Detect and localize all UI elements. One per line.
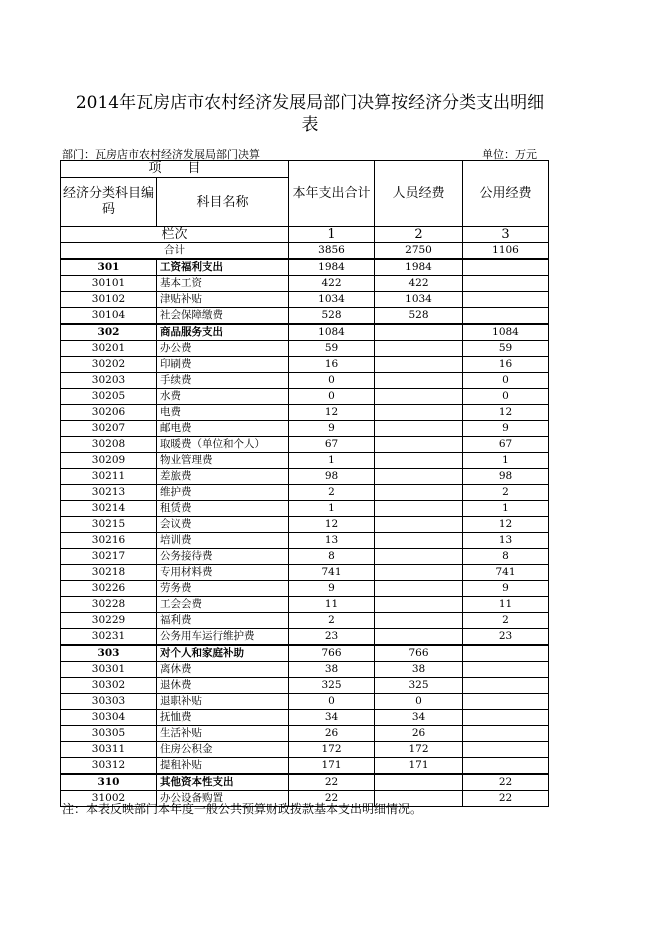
table-row [61,726,549,742]
row-name: 劳务费 [157,581,289,597]
header-name: 科目名称 [157,178,289,227]
row-public: 2 [463,485,549,501]
row-name: 退休费 [157,678,289,694]
header-col-index: 栏次 [61,227,289,243]
row-code: 30312 [61,758,157,775]
row-total: 1084 [289,324,375,341]
row-name: 租赁费 [157,501,289,517]
row-name: 离休费 [157,662,289,678]
row-personnel [375,501,463,517]
row-total: 98 [289,469,375,485]
row-public: 23 [463,629,549,646]
row-public: 12 [463,517,549,533]
row-personnel [375,469,463,485]
row-personnel [375,324,463,341]
row-public [463,758,549,775]
row-name: 其他资本性支出 [157,774,289,791]
row-total: 67 [289,437,375,453]
table-row [61,517,549,533]
row-personnel: 34 [375,710,463,726]
row-code: 30203 [61,373,157,389]
row-public: 13 [463,533,549,549]
row-public [463,276,549,292]
row-total: 23 [289,629,375,646]
row-personnel [375,613,463,629]
table-row [61,341,549,357]
row-name: 津贴补贴 [157,292,289,308]
total-label: 合计 [61,243,289,260]
row-name: 工会会费 [157,597,289,613]
row-code: 30201 [61,341,157,357]
table-row [61,405,549,421]
row-personnel: 0 [375,694,463,710]
row-code: 30218 [61,565,157,581]
row-name: 培训费 [157,533,289,549]
row-public: 22 [463,774,549,791]
table-row [61,774,549,791]
table-row [61,613,549,629]
row-public: 67 [463,437,549,453]
row-personnel [375,405,463,421]
row-name: 办公设备购置 [157,791,289,807]
table-row [61,645,549,662]
row-personnel [375,581,463,597]
row-name: 办公费 [157,341,289,357]
row-public [463,259,549,276]
row-code: 30229 [61,613,157,629]
row-personnel: 1984 [375,259,463,276]
header-item: 项 目 [61,161,289,178]
row-personnel [375,453,463,469]
row-personnel: 528 [375,308,463,325]
row-public: 59 [463,341,549,357]
row-code: 30104 [61,308,157,325]
row-total: 0 [289,389,375,405]
row-total: 11 [289,597,375,613]
row-code: 30206 [61,405,157,421]
row-code: 30213 [61,485,157,501]
row-code: 30209 [61,453,157,469]
total-public: 1106 [463,243,549,260]
row-name: 取暖费（单位和个人） [157,437,289,453]
row-name: 电费 [157,405,289,421]
row-personnel [375,629,463,646]
row-name: 会议费 [157,517,289,533]
row-personnel [375,549,463,565]
row-public: 12 [463,405,549,421]
table-row [61,565,549,581]
row-personnel [375,341,463,357]
header-code-label: 经济分类科目编码 [62,186,154,217]
row-code: 30102 [61,292,157,308]
row-code: 30217 [61,549,157,565]
table-row [61,581,549,597]
row-code: 30303 [61,694,157,710]
table-row [61,694,549,710]
header-public: 公用经费 [463,161,549,227]
row-personnel: 1034 [375,292,463,308]
row-personnel: 171 [375,758,463,775]
row-total: 422 [289,276,375,292]
row-public: 0 [463,373,549,389]
row-total: 12 [289,405,375,421]
row-code: 310 [61,774,157,791]
row-public [463,645,549,662]
row-name: 社会保障缴费 [157,308,289,325]
row-personnel [375,437,463,453]
row-name: 印刷费 [157,357,289,373]
row-public [463,662,549,678]
row-code: 30214 [61,501,157,517]
row-public [463,694,549,710]
table-row [61,629,549,646]
header-index-1: 1 [289,227,375,243]
row-name: 专用材料费 [157,565,289,581]
row-name: 工资福利支出 [157,259,289,276]
row-total: 0 [289,373,375,389]
row-code: 30207 [61,421,157,437]
header-code [61,178,157,227]
table-row [61,389,549,405]
row-name: 物业管理费 [157,453,289,469]
row-public: 1084 [463,324,549,341]
row-name: 手续费 [157,373,289,389]
row-name: 差旅费 [157,469,289,485]
row-public: 9 [463,581,549,597]
department-label: 部门：瓦房店市农村经济发展局部门决算 [62,148,260,161]
table-row [61,501,549,517]
row-total: 13 [289,533,375,549]
row-code: 31002 [61,791,157,807]
row-code: 30215 [61,517,157,533]
row-code: 30228 [61,597,157,613]
row-personnel [375,389,463,405]
table-row [61,533,549,549]
row-personnel: 38 [375,662,463,678]
table-row [61,357,549,373]
row-personnel: 172 [375,742,463,758]
row-code: 30216 [61,533,157,549]
row-total: 9 [289,581,375,597]
header-personnel: 人员经费 [375,161,463,227]
row-code: 30205 [61,389,157,405]
row-personnel: 325 [375,678,463,694]
row-name: 公务接待费 [157,549,289,565]
table-row [61,259,549,276]
row-public: 11 [463,597,549,613]
row-public: 8 [463,549,549,565]
row-code: 30101 [61,276,157,292]
table-row [61,453,549,469]
row-code: 303 [61,645,157,662]
row-total: 8 [289,549,375,565]
table-row [61,308,549,325]
row-name: 退职补贴 [157,694,289,710]
row-code: 30302 [61,678,157,694]
row-public: 22 [463,791,549,807]
table-row [61,710,549,726]
row-name: 水费 [157,389,289,405]
row-personnel [375,533,463,549]
row-total: 34 [289,710,375,726]
row-public: 9 [463,421,549,437]
header-index-3: 3 [463,227,549,243]
row-personnel [375,565,463,581]
row-personnel [375,373,463,389]
row-total: 1034 [289,292,375,308]
row-total: 12 [289,517,375,533]
row-code: 301 [61,259,157,276]
row-personnel [375,357,463,373]
row-public [463,308,549,325]
row-personnel: 422 [375,276,463,292]
row-public: 98 [463,469,549,485]
row-code: 30304 [61,710,157,726]
row-total: 2 [289,485,375,501]
row-name: 维护费 [157,485,289,501]
row-personnel [375,421,463,437]
table-row [61,742,549,758]
row-name: 公务用车运行维护费 [157,629,289,646]
table-row [61,437,549,453]
row-name: 商品服务支出 [157,324,289,341]
row-public: 0 [463,389,549,405]
row-total: 741 [289,565,375,581]
row-public: 16 [463,357,549,373]
row-total: 528 [289,308,375,325]
table-row [61,597,549,613]
row-total: 171 [289,758,375,775]
row-total: 38 [289,662,375,678]
table-row [61,485,549,501]
row-public: 741 [463,565,549,581]
row-personnel [375,597,463,613]
total-personnel: 2750 [375,243,463,260]
table-row [61,292,549,308]
row-code: 30311 [61,742,157,758]
expenditure-table [60,160,549,807]
row-name: 抚恤费 [157,710,289,726]
table-row [61,421,549,437]
page-title-continuation: 表 [301,115,319,135]
page-title: 2014年瓦房店市农村经济发展局部门决算按经济分类支出明细 [75,93,545,113]
unit-label: 单位：万元 [482,148,537,161]
row-code: 30211 [61,469,157,485]
row-public [463,742,549,758]
row-total: 16 [289,357,375,373]
header-total: 本年支出合计 [289,161,375,227]
row-total: 1 [289,453,375,469]
row-code: 30202 [61,357,157,373]
row-public: 1 [463,501,549,517]
row-code: 30301 [61,662,157,678]
table-row [61,549,549,565]
table-row [61,276,549,292]
row-total: 172 [289,742,375,758]
row-code: 30226 [61,581,157,597]
table-row [61,373,549,389]
table-row [61,324,549,341]
row-name: 住房公积金 [157,742,289,758]
row-code: 30305 [61,726,157,742]
row-personnel [375,485,463,501]
row-name: 对个人和家庭补助 [157,645,289,662]
row-code: 30231 [61,629,157,646]
table-row [61,678,549,694]
row-name: 邮电费 [157,421,289,437]
row-public [463,726,549,742]
row-public [463,292,549,308]
row-total: 59 [289,341,375,357]
footnote: 注：本表反映部门本年度一般公共预算财政拨款基本支出明细情况。 [62,802,423,816]
row-public: 2 [463,613,549,629]
row-name: 提租补贴 [157,758,289,775]
row-total: 766 [289,645,375,662]
row-total: 22 [289,774,375,791]
row-name: 基本工资 [157,276,289,292]
row-code: 30208 [61,437,157,453]
row-name: 福利费 [157,613,289,629]
table-row [61,469,549,485]
row-total: 1984 [289,259,375,276]
table-row [61,662,549,678]
row-personnel [375,517,463,533]
row-total: 22 [289,791,375,807]
row-total: 1 [289,501,375,517]
row-name: 生活补贴 [157,726,289,742]
total-row [61,243,549,260]
row-public [463,710,549,726]
total-total: 3856 [289,243,375,260]
row-code: 302 [61,324,157,341]
table-row [61,758,549,775]
row-total: 9 [289,421,375,437]
row-total: 0 [289,694,375,710]
header-index-2: 2 [375,227,463,243]
row-public: 1 [463,453,549,469]
row-total: 325 [289,678,375,694]
row-total: 2 [289,613,375,629]
row-public [463,678,549,694]
row-personnel: 766 [375,645,463,662]
row-personnel [375,774,463,791]
row-total: 26 [289,726,375,742]
row-personnel: 26 [375,726,463,742]
